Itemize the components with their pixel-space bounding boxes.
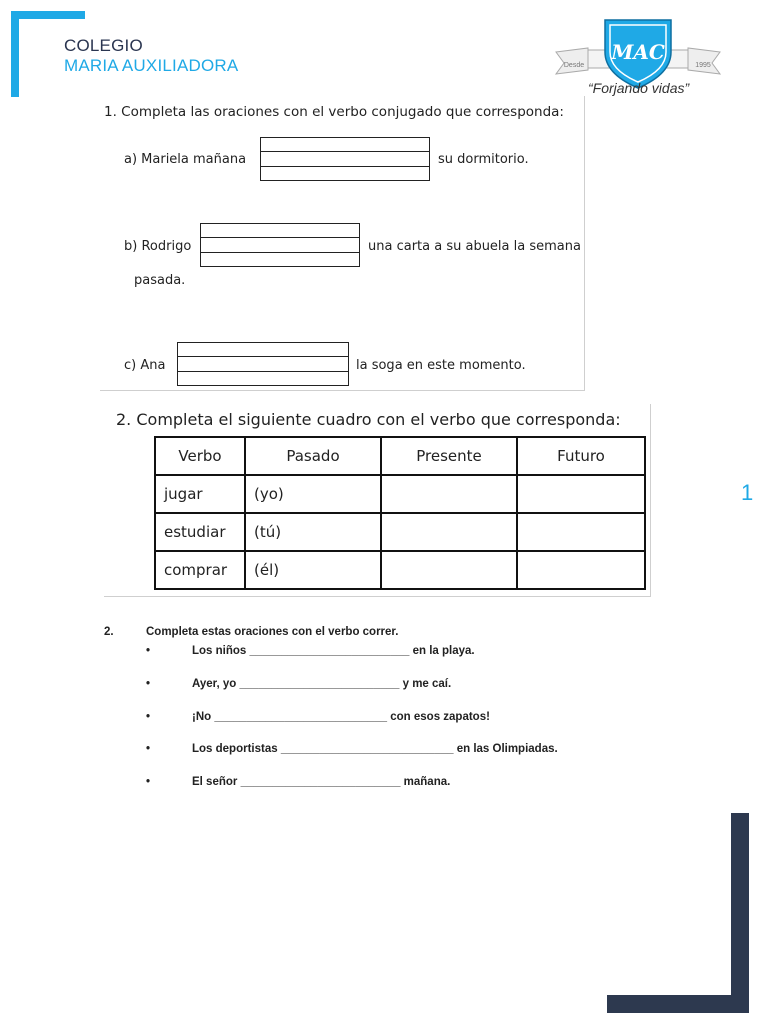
futuro-cell[interactable] [517,513,645,551]
exercise-1-title: 1. Completa las oraciones con el verbo conjugado que corresponda: [104,104,564,120]
verb-table [154,436,646,590]
pasado-cell[interactable]: (tú) [245,513,381,551]
exercise-2-title: 2. Completa el siguiente cuadro con el verbo que corresponda: [116,410,621,429]
bullet-icon: • [146,743,151,755]
table-header-row [155,437,645,475]
header-futuro: Futuro [517,437,645,475]
presente-cell[interactable] [381,551,517,589]
answer-lines-b[interactable] [200,223,360,267]
futuro-cell[interactable] [517,551,645,589]
page-number: 1 [741,480,754,505]
exercise-1-item-c-after: la soga en este momento. [356,358,526,373]
corner-accent-bottom-right-horizontal [607,995,749,1013]
bullet-icon: • [146,678,151,690]
table-row [155,551,645,589]
corner-accent-bottom-right [731,813,749,1013]
presente-cell[interactable] [381,513,517,551]
presente-cell[interactable] [381,475,517,513]
header-pasado: Pasado [245,437,381,475]
exercise-1-item-b-before: b) Rodrigo [124,239,192,254]
list-item [146,776,450,788]
exercise-3-number: 2. [104,626,114,638]
list-item-text[interactable]: Los deportistas ___________________________ en las Olimpiadas. [192,743,558,755]
logo-ribbon-left: Desde [563,62,585,69]
list-item-text[interactable]: El señor _________________________ mañana. [192,776,451,788]
answer-lines-a[interactable] [260,137,430,181]
bullet-icon: • [146,776,151,788]
bullet-icon: • [146,645,151,657]
logo-monogram: MAC [611,40,665,64]
exercise-2 [104,404,651,597]
list-item-text[interactable]: Los niños _________________________ en la playa. [192,645,475,657]
school-name-line1: COLEGIO [64,36,143,55]
exercise-1-item-a-before: a) Mariela mañana [124,152,247,167]
futuro-cell[interactable] [517,475,645,513]
exercise-1-item-a-after: su dormitorio. [438,152,529,167]
list-item [146,711,490,723]
list-item-text[interactable]: Ayer, yo _________________________ y me caí. [192,678,452,690]
corner-accent-top-left-horizontal [11,11,85,19]
exercise-1-item-b-after: una carta a su abuela la semana [368,239,581,254]
exercise-3-title: Completa estas oraciones con el verbo correr. [146,626,399,638]
header-verbo: Verbo [155,437,245,475]
bullet-icon: • [146,711,151,723]
list-item [146,743,558,755]
list-item [146,645,475,657]
school-name [64,36,238,77]
table-row [155,475,645,513]
list-item-text[interactable]: ¡No ___________________________ con esos zapatos! [192,711,490,723]
header-presente: Presente [381,437,517,475]
verb-cell: comprar [155,551,245,589]
exercise-1-item-b-after2: pasada. [134,273,186,288]
pasado-cell[interactable]: (yo) [245,475,381,513]
school-motto: “Forjando vidas” [588,80,690,96]
pasado-cell[interactable]: (él) [245,551,381,589]
verb-cell: estudiar [155,513,245,551]
table-row [155,513,645,551]
logo-ribbon-right: 1995 [695,62,711,69]
school-name-line2: MARIA AUXILIADORA [64,56,239,76]
exercise-1-item-c-before: c) Ana [124,358,166,373]
corner-accent-top-left [11,11,19,97]
list-item [146,678,451,690]
verb-cell: jugar [155,475,245,513]
answer-lines-c[interactable] [177,342,349,386]
exercise-1 [100,96,585,391]
